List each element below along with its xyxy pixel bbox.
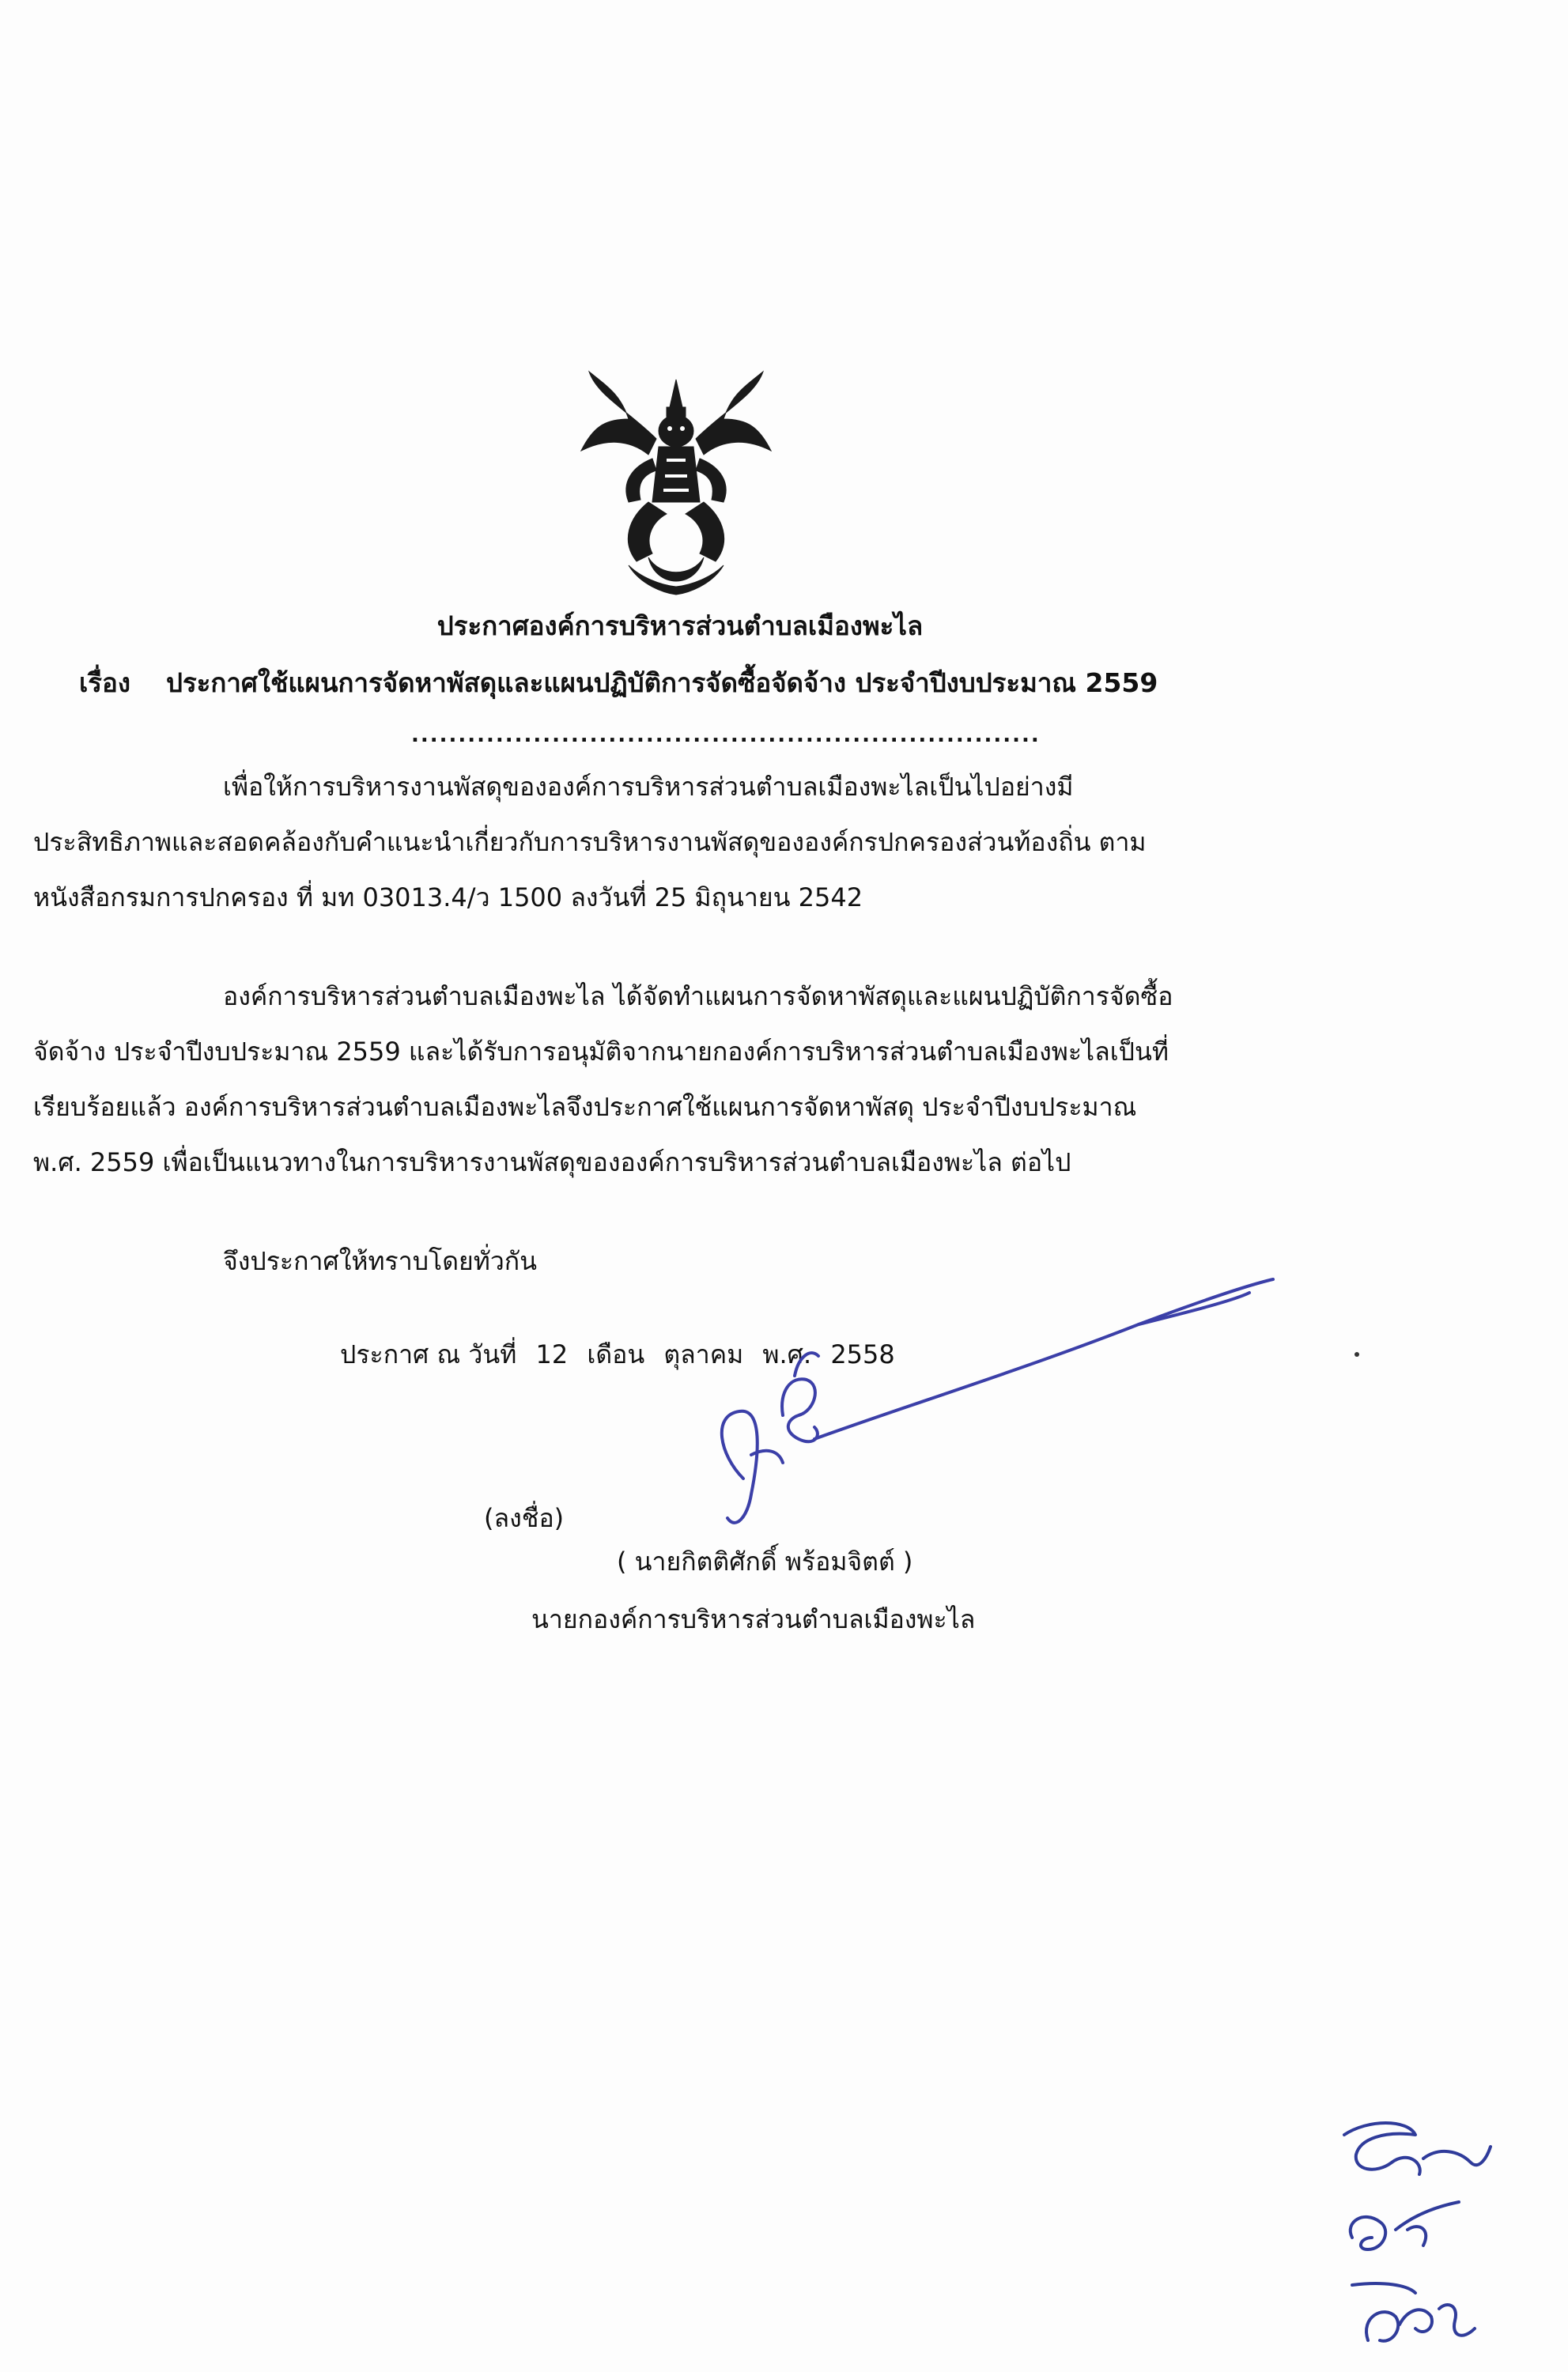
date-year: 2558 xyxy=(830,1339,895,1369)
paragraph-2 xyxy=(33,969,1314,1190)
paragraph-line: เรียบร้อยแล้ว องค์การบริหารส่วนตำบลเมืองพะไลจึงประกาศใช้แผนการจัดหาพัสดุ ประจำปีงบประมาณ xyxy=(33,1092,1137,1122)
date-year-label: พ.ศ. xyxy=(762,1339,812,1369)
announcement-title: ประกาศองค์การบริหารส่วนตำบลเมืองพะไล xyxy=(436,610,924,641)
signer-title: นายกองค์การบริหารส่วนตำบลเมืองพะไล xyxy=(531,1604,976,1634)
date-day: 12 xyxy=(535,1339,569,1369)
paragraph-line: จัดจ้าง ประจำปีงบประมาณ 2559 และได้รับการอนุมัติจากนายกองค์การบริหารส่วนตำบลเมืองพะไลเป็นที่ xyxy=(33,1037,1169,1067)
paragraph-line: ประสิทธิภาพและสอดคล้องกับคำแนะนำเกี่ยวกับการบริหารงานพัสดุขององค์กรปกครองส่วนท้องถิ่น ตาม xyxy=(33,827,1147,857)
date-month-label: เดือน xyxy=(587,1339,645,1369)
paragraph-1 xyxy=(33,759,1314,925)
closing-line: จึงประกาศให้ทราบโดยทั่วกัน xyxy=(223,1246,538,1276)
paragraph-line: หนังสือกรมการปกครอง ที่ มท 03013.4/ว 1500 ลงวันที่ 25 มิถุนายน 2542 xyxy=(33,882,863,912)
garuda-emblem-icon xyxy=(573,364,779,601)
subject-text: ประกาศใช้แผนการจัดหาพัสดุและแผนปฏิบัติการจัดซื้อจัดจ้าง ประจำปีงบประมาณ 2559 xyxy=(166,667,1158,698)
paper-speck xyxy=(1355,1352,1359,1357)
paragraph-line: เพื่อให้การบริหารงานพัสดุขององค์การบริหารส่วนตำบลเมืองพะไลเป็นไปอย่างมี xyxy=(223,772,1074,802)
subject-line xyxy=(79,666,1360,701)
initials-icon xyxy=(1321,2103,1510,2364)
signature-icon xyxy=(696,1257,1297,1558)
date-month: ตุลาคม xyxy=(663,1339,744,1369)
signed-label: (ลงชื่อ) xyxy=(484,1503,565,1533)
paragraph-line: พ.ศ. 2559 เพื่อเป็นแนวทางในการบริหารงานพัสดุขององค์การบริหารส่วนตำบลเมืองพะไล ต่อไป xyxy=(33,1147,1071,1177)
subject-label: เรื่อง xyxy=(79,667,130,698)
paragraph-line: องค์การบริหารส่วนตำบลเมืองพะไล ได้จัดทำแผนการจัดหาพัสดุและแผนปฏิบัติการจัดซื้อ xyxy=(223,981,1173,1011)
separator: ................................................................... xyxy=(411,723,1041,747)
date-prefix: ประกาศ ณ วันที่ xyxy=(340,1339,517,1369)
signer-name: ( นายกิตติศักดิ์ พร้อมจิตต์ ) xyxy=(617,1547,913,1577)
